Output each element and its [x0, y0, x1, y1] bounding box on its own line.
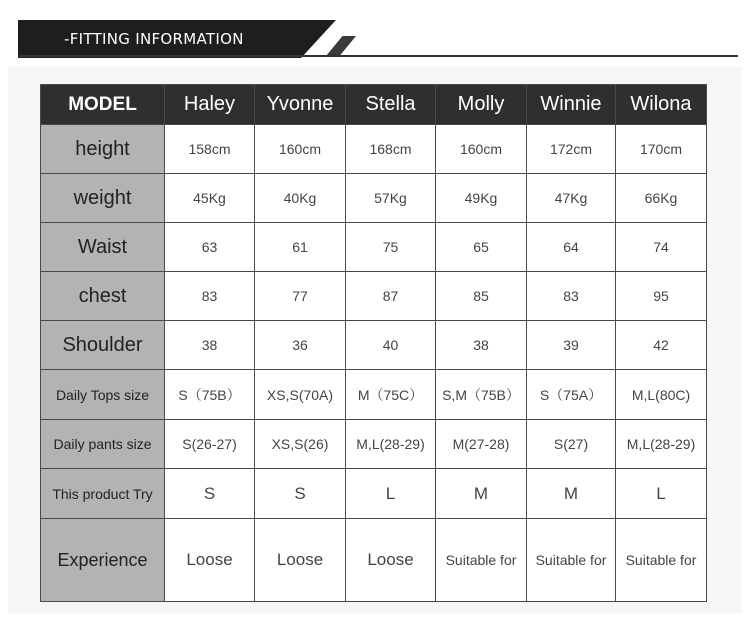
table-cell: S [165, 469, 255, 519]
table-cell: XS,S(70A) [255, 370, 346, 420]
table-cell: 39 [527, 321, 616, 370]
row-label: Shoulder [41, 321, 165, 370]
table-cell: 45Kg [165, 174, 255, 223]
table-cell: M（75C） [346, 370, 436, 420]
table-cell: 77 [255, 272, 346, 321]
table-cell: 83 [527, 272, 616, 321]
table-cell: 160cm [255, 125, 346, 174]
table-cell: 47Kg [527, 174, 616, 223]
table-cell: 61 [255, 223, 346, 272]
row-label: Daily pants size [41, 420, 165, 469]
table-cell: 38 [436, 321, 527, 370]
table-cell: 172cm [527, 125, 616, 174]
model-name: Molly [436, 85, 527, 125]
table-row-shoulder [41, 321, 707, 370]
table-row-height [41, 125, 707, 174]
table-cell: 65 [436, 223, 527, 272]
table-cell: Suitable for [436, 519, 527, 602]
header-row [41, 85, 707, 125]
table-row-waist [41, 223, 707, 272]
model-name: Yvonne [255, 85, 346, 125]
model-name: Stella [346, 85, 436, 125]
header-notch [326, 36, 356, 56]
table-cell: 49Kg [436, 174, 527, 223]
row-label: height [41, 125, 165, 174]
table-cell: 75 [346, 223, 436, 272]
table-cell: S [255, 469, 346, 519]
table-cell: Loose [346, 519, 436, 602]
table-cell: 74 [616, 223, 707, 272]
table-row-experience [41, 519, 707, 602]
model-name: Wilona [616, 85, 707, 125]
table-cell: 83 [165, 272, 255, 321]
table-cell: XS,S(26) [255, 420, 346, 469]
row-label: Experience [41, 519, 165, 602]
table-cell: S,M（75B） [436, 370, 527, 420]
row-label: Waist [41, 223, 165, 272]
table-cell: 85 [436, 272, 527, 321]
table-row-chest [41, 272, 707, 321]
model-name: Winnie [527, 85, 616, 125]
table-row-weight [41, 174, 707, 223]
table-cell: Suitable for [616, 519, 707, 602]
header-divider [18, 55, 738, 57]
table-cell: 57Kg [346, 174, 436, 223]
table-cell: S（75A） [527, 370, 616, 420]
table-cell: L [616, 469, 707, 519]
table-cell: 38 [165, 321, 255, 370]
table-cell: M [527, 469, 616, 519]
table-cell: 158cm [165, 125, 255, 174]
row-label: Daily Tops size [41, 370, 165, 420]
table-cell: 87 [346, 272, 436, 321]
table-cell: 40Kg [255, 174, 346, 223]
row-label: This product Try [41, 469, 165, 519]
table-cell: 42 [616, 321, 707, 370]
table-cell: 170cm [616, 125, 707, 174]
table-cell: Loose [255, 519, 346, 602]
model-name: Haley [165, 85, 255, 125]
table-cell: 63 [165, 223, 255, 272]
fitting-table [40, 84, 707, 602]
table-cell: 36 [255, 321, 346, 370]
table-cell: 64 [527, 223, 616, 272]
table-cell: 168cm [346, 125, 436, 174]
table-cell: 95 [616, 272, 707, 321]
table-cell: S(27) [527, 420, 616, 469]
table-cell: M,L(80C) [616, 370, 707, 420]
table-cell: M,L(28-29) [346, 420, 436, 469]
table-cell: 40 [346, 321, 436, 370]
table-cell: S(26-27) [165, 420, 255, 469]
table-cell: 160cm [436, 125, 527, 174]
corner-cell: MODEL [41, 85, 165, 125]
table-cell: Suitable for [527, 519, 616, 602]
row-label: chest [41, 272, 165, 321]
table-cell: M(27-28) [436, 420, 527, 469]
table-cell: 66Kg [616, 174, 707, 223]
table-cell: M,L(28-29) [616, 420, 707, 469]
table-row-daily-tops-size [41, 370, 707, 420]
table-cell: S（75B） [165, 370, 255, 420]
table-row-daily-pants-size [41, 420, 707, 469]
table-cell: L [346, 469, 436, 519]
table-cell: M [436, 469, 527, 519]
section-title: -FITTING INFORMATION [64, 30, 244, 48]
table-row-product-try [41, 469, 707, 519]
table-cell: Loose [165, 519, 255, 602]
row-label: weight [41, 174, 165, 223]
